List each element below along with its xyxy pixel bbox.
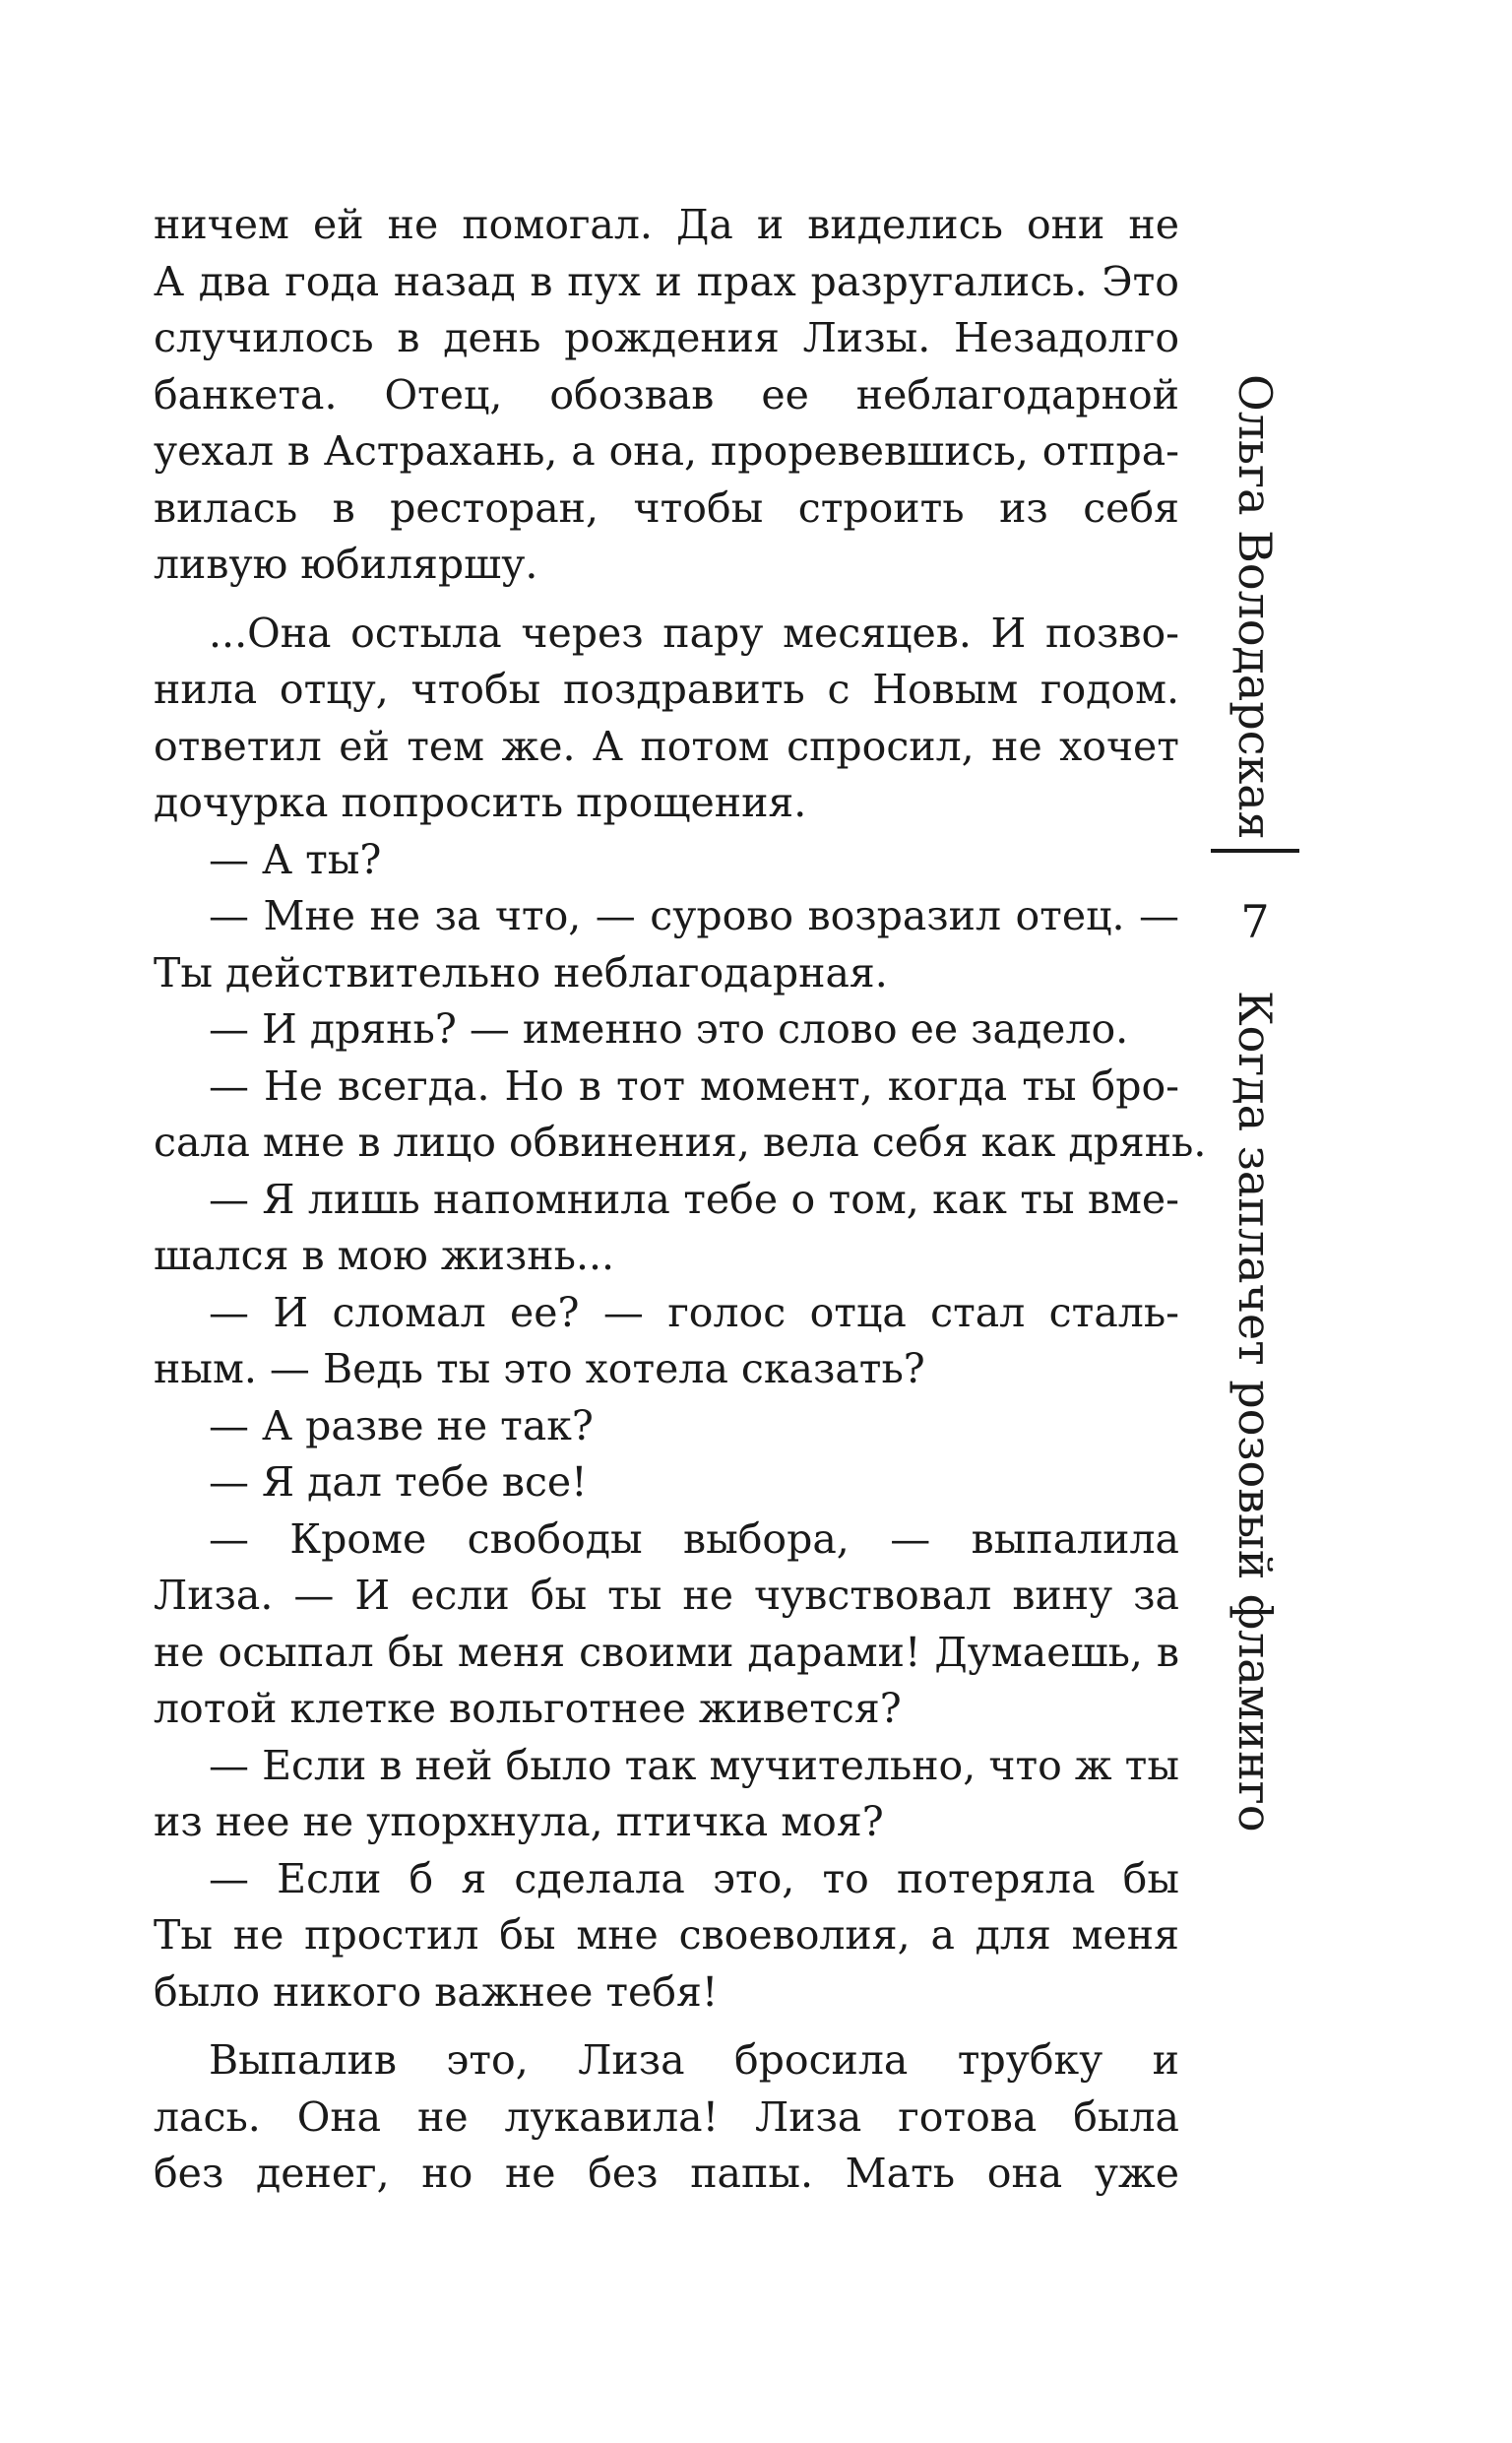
text-line: ливую юбиляршу. — [154, 541, 538, 588]
body-text — [154, 197, 1207, 2203]
running-head — [1221, 374, 1358, 1910]
text-line: вилась в ресторан, чтобы строить из себя — [154, 483, 1179, 532]
text-line: случилось в день рождения Лизы. Незадолго — [154, 314, 1179, 361]
text-line: Лиза. — И если бы ты не чувствовал вину за — [154, 1572, 1179, 1619]
text-line: нила отцу, чтобы поздравить с Новым годом. — [154, 666, 1179, 713]
text-line: ...Она остыла через пару месяцев. И позво- — [209, 609, 1179, 657]
running-head-separator — [1211, 849, 1299, 853]
text-line: А два года назад в пух и прах разругались. Это — [154, 257, 1179, 305]
text-line: — Я дал тебе все! — [209, 1458, 588, 1506]
text-line: Выпалив это, Лиза бросила трубку и — [209, 2036, 1179, 2084]
text-line: не осыпал бы меня своими дарами! Думаешь, в — [154, 1628, 1179, 1676]
text-line: из нее не упорхнула, птичка моя? — [154, 1798, 884, 1845]
text-line: дочурка попросить прощения. — [154, 779, 807, 826]
text-line: — И сломал ее? — голос отца стал сталь- — [209, 1288, 1179, 1336]
text-line: сала мне в лицо обвинения, вела себя как дрянь. — [154, 1119, 1207, 1166]
text-line: — А ты? — [209, 835, 382, 883]
text-line: — А разве не так? — [209, 1401, 594, 1449]
page-number: 7 — [1240, 895, 1270, 948]
text-line: без денег, но не без папы. Мать она уже — [154, 2150, 1179, 2197]
text-line: — И дрянь? — именно это слово ее задело. — [209, 1005, 1129, 1053]
text-line: лотой клетке вольготнее живется? — [154, 1685, 902, 1732]
text-line: ным. — Ведь ты это хотела сказать? — [154, 1345, 925, 1392]
text-line: было никого важнее тебя! — [154, 1967, 719, 2016]
text-line: уехал в Астрахань, а она, проревевшись, отпра- — [154, 427, 1179, 475]
text-line: ответил ей тем же. А потом спросил, не хочет — [154, 722, 1179, 770]
text-line: банкета. Отец, обозвав ее неблагодарной — [154, 370, 1179, 418]
text-line: — Если б я сделала это, то потеряла бы — [209, 1854, 1179, 1902]
text-line: шался в мою жизнь... — [154, 1232, 615, 1279]
text-line: Ты не простил бы мне своеволия, а для меня — [154, 1911, 1179, 1959]
running-head-title: Когда заплачет розовый фламинго — [1228, 991, 1282, 1832]
text-line: ничем ей не помогал. Да и виделись они не — [154, 201, 1179, 248]
text-line: — Я лишь напомнила тебе о том, как ты вме- — [209, 1175, 1179, 1223]
text-line: — Мне не за что, — сурово возразил отец. — — [209, 892, 1179, 939]
text-line: лась. Она не лукавила! Лиза готова была — [154, 2092, 1179, 2141]
running-head-author: Ольга Володарская — [1228, 374, 1282, 840]
text-line: Ты действительно неблагодарная. — [154, 948, 888, 996]
text-line: — Если в ней было так мучительно, что ж ты — [209, 1741, 1179, 1789]
text-line: — Кроме свободы выбора, — выпалила — [209, 1514, 1179, 1563]
running-head-strip — [1221, 374, 1290, 1910]
text-line: — Не всегда. Но в тот момент, когда ты бро- — [209, 1061, 1179, 1110]
